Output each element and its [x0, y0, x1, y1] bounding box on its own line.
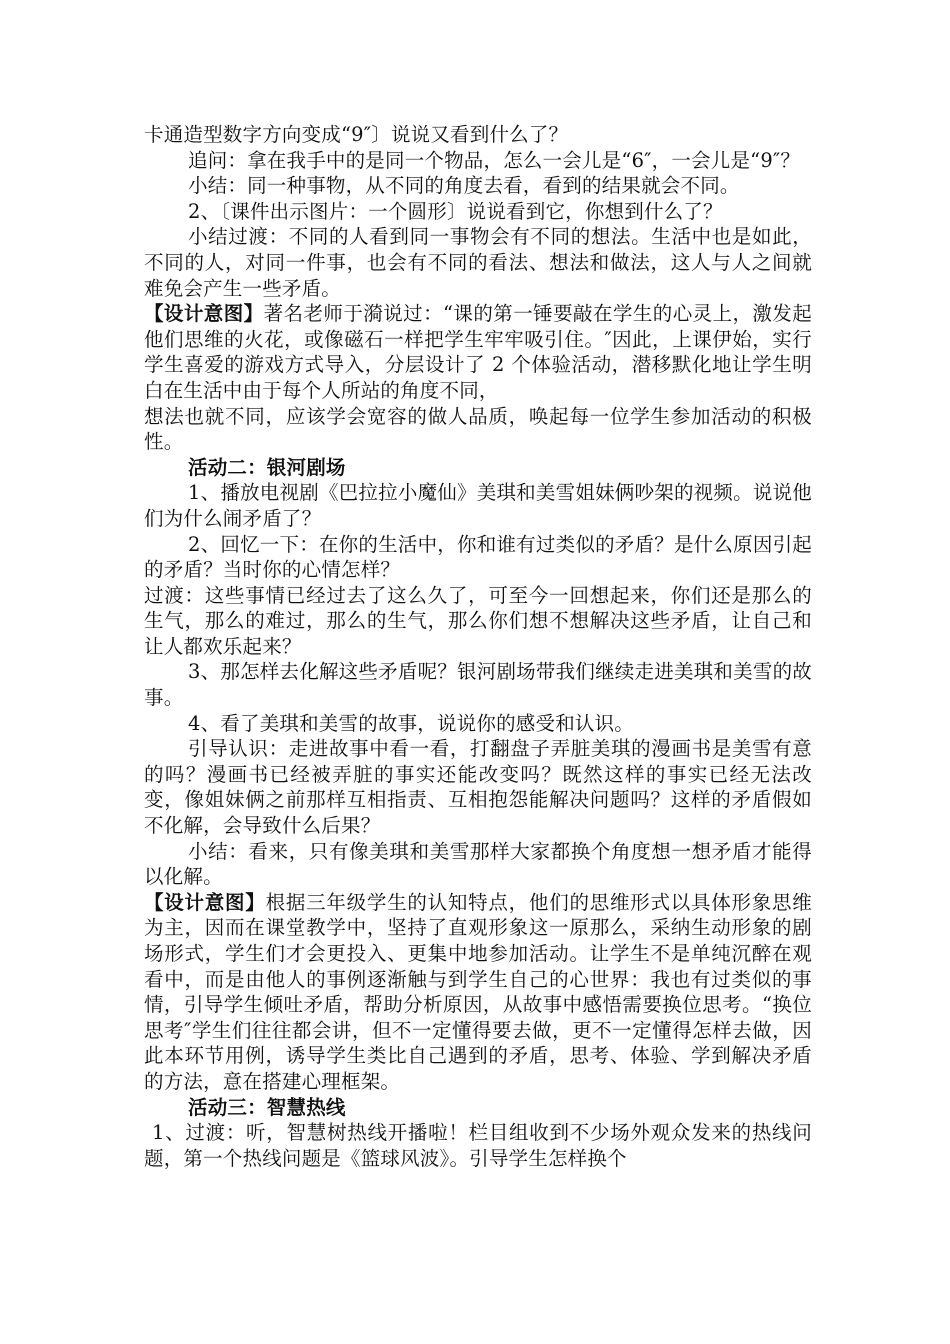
paragraph: 卡通造型数字方向变成“9″〕说说又看到什么了？: [144, 123, 569, 146]
paragraph: 3、那怎样去化解这些矛盾呢？银河剧场带我们继续走进美琪和美雪的故事。: [144, 660, 812, 710]
design-intent-label: 【设计意图】: [144, 890, 266, 914]
section-heading: 活动三：智慧热线: [188, 1095, 346, 1119]
paragraph: 2、〔课件出示图片：一个圆形〕说说看到它，你想到什么了？: [188, 199, 723, 223]
design-intent-text: 根据三年级学生的认知特点，他们的思维形式以具体形象思维为主，因而在课堂教学中，坚持了直观形象这一原那么，采纳生动形象的剧场形式，学生们才会更投入、更集中地参加活动。让学生不是单纯沉醉在观看中，而是由他人的事例逐渐触与到学生自己的心世界：我也有过类似的事情，引导学生倾吐矛盾，帮助分析原因，从故事中感悟需要换位思考。“换位思考″学生们往往都会讲，但不一定懂得要去做，更不一定懂得怎样去做，因此本环节用例，诱导学生类比自己遇到的矛盾，思考、体验、学到解决矛盾的方法，意在搭建心理框架。: [144, 890, 812, 1093]
design-intent-label: 【设计意图】: [144, 302, 264, 326]
document-body: [144, 122, 812, 1171]
paragraph: 2、回忆一下：在你的生活中，你和谁有过类似的矛盾？是什么原因引起的矛盾？当时你的心情怎样？: [144, 532, 812, 582]
design-intent-paragraph: [144, 890, 812, 1095]
paragraph: 追问：拿在我手中的是同一个物品，怎么一会儿是“6″，一会儿是“9″？: [188, 148, 801, 172]
paragraph: 想法也就不同，应该学会宽容的做人品质，唤起每一位学生参加活动的积极性。: [144, 404, 812, 454]
paragraph: 小结：同一种事物，从不同的角度去看，看到的结果就会不同。: [188, 174, 740, 198]
design-intent-paragraph: [144, 301, 812, 403]
paragraph: 小结过渡：不同的人看到同一事物会有不同的想法。生活中也是如此，不同的人，对同一件事，也会有不同的看法、想法和做法，这人与人之间就难免会产生一些矛盾。: [144, 225, 812, 300]
paragraph: 4、看了美琪和美雪的故事，说说你的感受和认识。: [188, 711, 635, 735]
paragraph: 引导认识：走进故事中看一看，打翻盘子弄脏美琪的漫画书是美雪有意的吗？漫画书已经被弄脏的事实还能改变吗？既然这样的事实已经无法改变，像姐妹俩之前那样互相指责、互相抱怨能解决问题吗？这样的矛盾假如不化解，会导致什么后果？: [144, 737, 812, 838]
design-intent-text: 著名老师于漪说过：“课的第一锤要敲在学生的心灵上，激发起他们思维的火花，或像磁石一样把学生牢牢吸引住。″因此，上课伊始，实行学生喜爱的游戏方式导入，分层设计了 2 个体验活动，潜移默化地让学生明白在生活中由于每个人所站的角度不同，: [144, 302, 812, 402]
paragraph: 1、播放电视剧《巴拉拉小魔仙》美琪和美雪姐妹俩吵架的视频。说说他们为什么闹矛盾了？: [144, 481, 812, 530]
section-heading: 活动二：银河剧场: [188, 455, 346, 479]
paragraph: 小结：看来，只有像美琪和美雪那样大家都换个角度想一想矛盾才能得以化解。: [144, 839, 812, 889]
paragraph: 1、过渡：听，智慧树热线开播啦！栏目组收到不少场外观众发来的热线问题，第一个热线问题是《篮球风波》。引导学生怎样换个: [144, 1121, 812, 1170]
paragraph: 过渡：这些事情已经过去了这么久了，可至今一回想起来，你们还是那么的生气，那么的难过，那么的生气，那么你们想不想解决这些矛盾，让自己和让人都欢乐起来？: [144, 583, 812, 658]
